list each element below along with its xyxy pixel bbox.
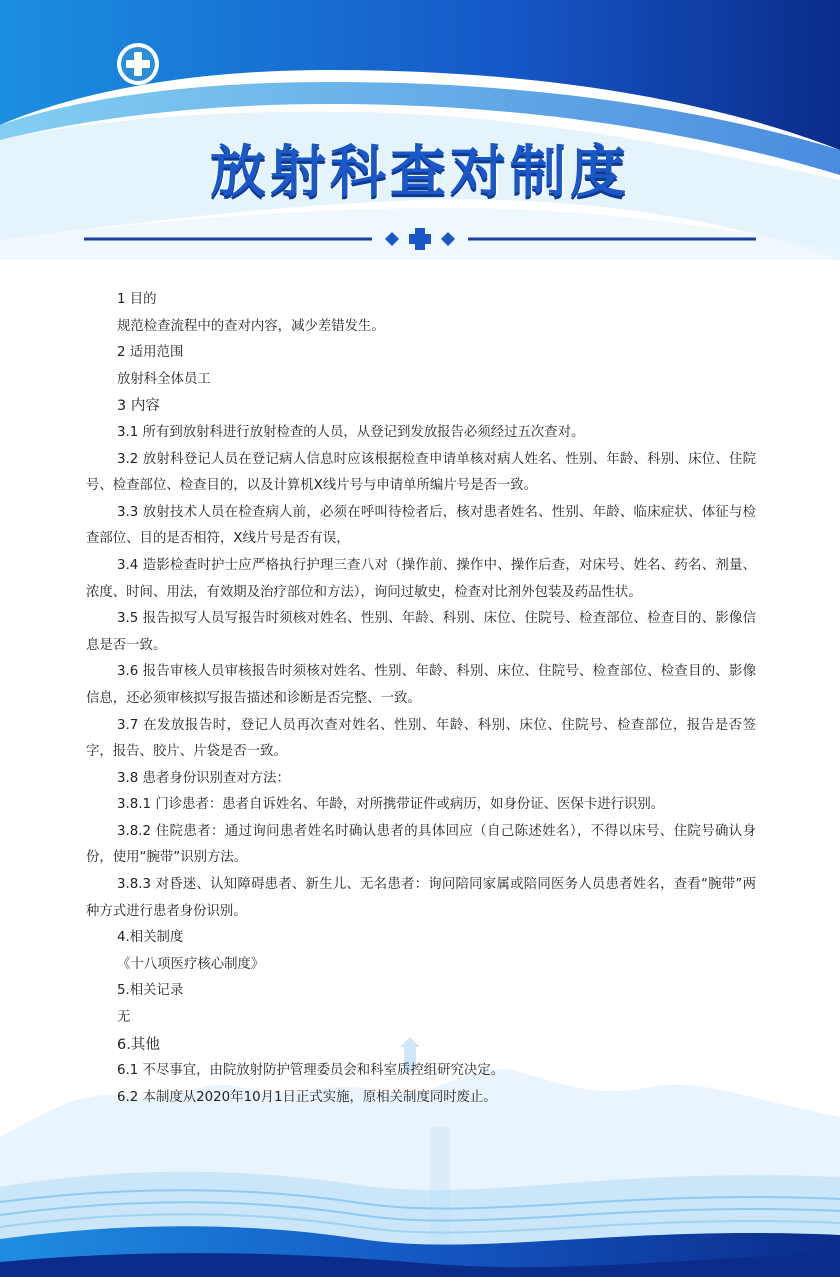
clause-3-3: 3.3 放射技术人员在检查病人前，必须在呼叫待检者后，核对患者姓名、性别、年龄、临床症状、体征与检查部位、目的是否相符，X线片号是否有误， [86,504,756,547]
clause-3-8-1: 3.8.1 门诊患者：患者自诉姓名、年龄，对所携带证件或病历，如身份证、医保卡进行识别。 [117,797,665,813]
clause-3-5: 3.5 报告拟写人员写报告时须核对姓名、性别、年龄、科别、床位、住院号、检查部位、检查目的、影像信息是否一致。 [86,611,756,653]
medical-cross-icon [116,42,160,86]
section-2-text: 放射科全体员工 [117,371,211,387]
section-5-text: 无 [117,1010,131,1026]
section-4-text: 《十八项医疗核心制度》 [117,956,265,972]
clause-3-7: 3.7 在发放报告时，登记人员再次查对姓名、性别、年龄、科别、床位、住院号、检查部位，报告是否签字，报告、胶片、片袋是否一致。 [86,717,756,760]
document-body [86,287,756,1111]
page-title: 放射科查对制度 [210,140,630,205]
section-1-text: 规范检查流程中的查对内容，减少差错发生。 [117,318,385,334]
section-1-heading: 1 目的 [117,292,157,307]
clause-3-4: 3.4 造影检查时护士应严格执行护理三查八对（操作前、操作中、操作后查，对床号、姓名、药名、剂量、浓度、时间、用法，有效期及治疗部位和方法），询问过敏史，检查对比剂外包装及药品性状。 [86,557,756,600]
section-2-heading: 2 适用范围 [117,345,184,361]
clause-3-1: 3.1 所有到放射科进行放射检查的人员，从登记到发放报告必须经过五次查对。 [117,424,585,440]
clause-3-8-3: 3.8.3 对昏迷、认知障碍患者、新生儿、无名患者：询问陪同家属或陪同医务人员患者姓名，查看“腕带”两种方式进行患者身份识别。 [86,877,756,919]
clause-3-8-2: 3.8.2 住院患者：通过询问患者姓名时确认患者的具体回应（自己陈述姓名），不得以床号、住院号确认身份，使用“腕带”识别方法。 [86,823,756,866]
section-3-heading: 3 内容 [117,398,160,415]
clause-3-8: 3.8 患者身份识别查对方法： [117,770,290,786]
clause-6-1: 6.1 不尽事宜，由院放射防护管理委员会和科室质控组研究决定。 [117,1063,505,1079]
clause-6-2: 6.2 本制度从2020年10月1日正式实施，原相关制度同时废止。 [117,1089,497,1105]
clause-3-6: 3.6 报告审核人员审核报告时须核对姓名、性别、年龄、科别、床位、住院号、检查部位、检查目的、影像信息，还必须审核拟写报告描述和诊断是否完整、一致。 [86,664,756,706]
section-5-heading: 5.相关记录 [117,983,184,999]
section-6-heading: 6.其他 [117,1036,160,1053]
diamond-cross-divider-icon [84,226,756,252]
clause-3-2: 3.2 放射科登记人员在登记病人信息时应该根据检查申请单核对病人姓名、性别、年龄、科别、床位、住院号、检查部位、检查目的，以及计算机X线片号与申请单所编片号是否一致。 [86,451,756,494]
section-4-heading: 4.相关制度 [117,930,184,946]
